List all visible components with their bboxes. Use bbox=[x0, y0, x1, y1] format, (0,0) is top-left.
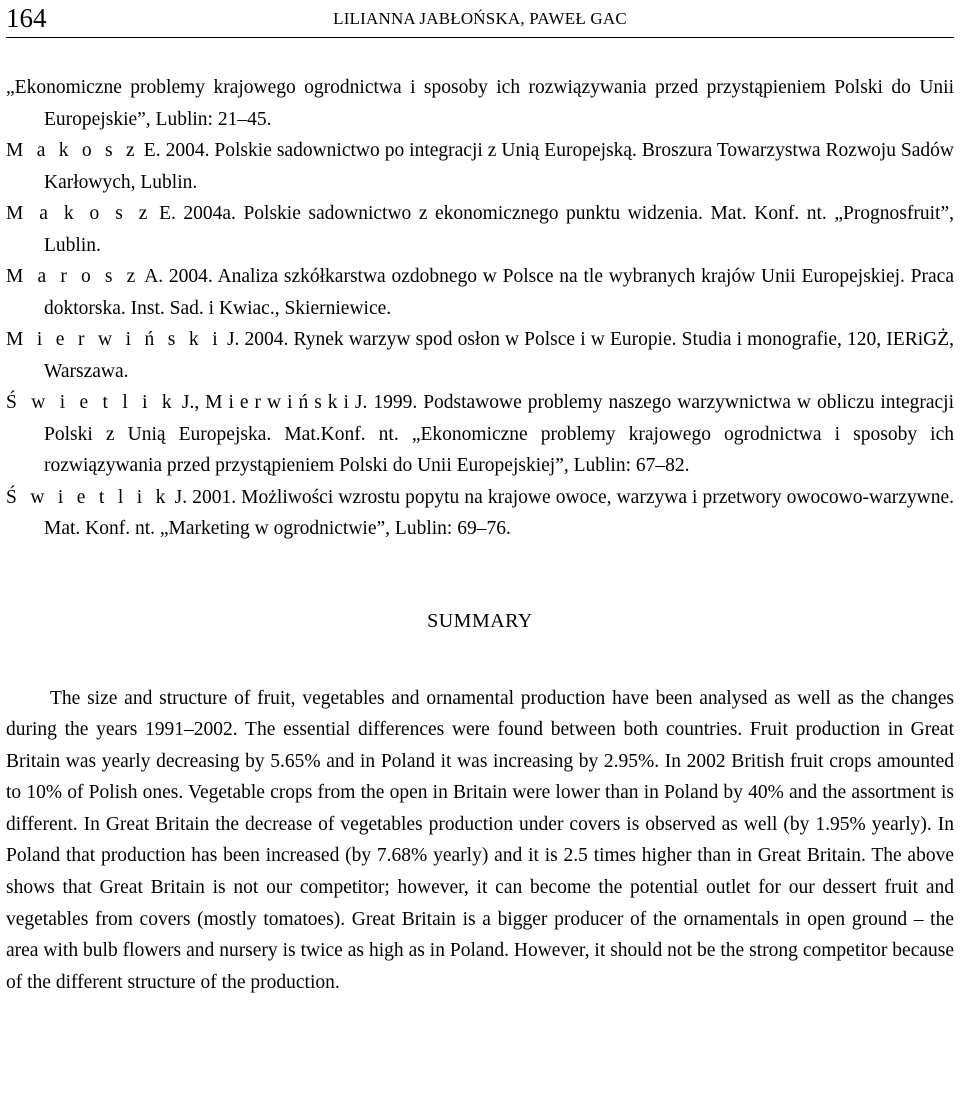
reference-text: E. 2004. Polskie sadownictwo po integracji z Unią Europejską. Broszura Towarzystwa Rozwoju Sadów Karłowych, Lublin. bbox=[44, 140, 955, 193]
reference-list bbox=[6, 72, 954, 545]
reference-author: M a k o s z bbox=[6, 140, 139, 161]
page-number: 164 bbox=[6, 3, 47, 33]
reference-author: M a r o s z bbox=[6, 266, 140, 287]
reference-item bbox=[6, 387, 954, 482]
page-header bbox=[6, 0, 954, 38]
reference-text: J. 2004. Rynek warzyw spod osłon w Polsce i w Europie. Studia i monografie, 120, IERiGŻ, Warszawa. bbox=[44, 329, 955, 382]
reference-author: Ś w i e t l i k bbox=[6, 392, 176, 413]
reference-text: J., M i e r w i ń s k i J. 1999. Podstawowe problemy naszego warzywnictwa w obliczu integracji Polski z Unią Europejska. Mat.Konf. nt. „Ekonomiczne problemy krajowego ogrodnictwa i sposoby ich rozwiązywania przed przystąpieniem Polski do Unii Europejskiej”, Lublin: 67–82. bbox=[44, 392, 954, 476]
reference-author: Ś w i e t l i k bbox=[6, 486, 170, 508]
reference-item bbox=[6, 482, 954, 545]
reference-text: „Ekonomiczne problemy krajowego ogrodnictwa i sposoby ich rozwiązywania przed przystąpieniem Polski do Unii Europejskie”, Lublin: 21–45. bbox=[6, 77, 954, 130]
header-rule bbox=[6, 37, 954, 38]
reference-item bbox=[6, 135, 954, 198]
page bbox=[6, 0, 954, 1018]
summary-text: The size and structure of fruit, vegetables and ornamental production have been analysed as well as the changes during the years 1991–2002. The essential differences were found between both countries. Fruit production in Great Britain was yearly decreasing by 5.65% and in Poland it was increasing by 2.95%. In 2002 British fruit crops amounted to 10% of Polish ones. Vegetable crops from the open in Britain were lower than in Poland by 40% and the assortment is different. In Great Britain the decrease of vegetables production under covers is observed as well (by 1.95% yearly). In Poland that production has been increased (by 7.68% yearly) and it is 2.5 times higher than in Great Britain. The above shows that Great Britain is not our competitor; however, it can become the potential outlet for our dessert fruit and vegetables from covers (mostly tomatoes). Great Britain is a bigger producer of the ornamentals in open ground – the area with bulb flowers and nursery is twice as high as in Poland. However, it should not be the strong competitor because of the different structure of the production. bbox=[6, 687, 954, 993]
reference-text: A. 2004. Analiza szkółkarstwa ozdobnego w Polsce na tle wybranych krajów Unii Europejskiej. Praca doktorska. Inst. Sad. i Kwiac., Skierniewice. bbox=[44, 266, 954, 319]
reference-text: J. 2001. Możliwości wzrostu popytu na krajowe owoce, warzywa i przetwory owocowo-warzywne. Mat. Konf. nt. „Marketing w ogrodnictwie”, Lublin: 69–76. bbox=[44, 486, 954, 539]
reference-item bbox=[6, 261, 954, 324]
reference-item bbox=[6, 72, 954, 135]
reference-item bbox=[6, 198, 954, 261]
summary-title: SUMMARY bbox=[427, 609, 533, 632]
reference-item bbox=[6, 324, 954, 387]
reference-text: E. 2004a. Polskie sadownictwo z ekonomicznego punktu widzenia. Mat. Konf. nt. „Prognosfruit”, Lublin. bbox=[44, 203, 955, 256]
running-head: LILIANNA JABŁOŃSKA, PAWEŁ GAC bbox=[333, 9, 627, 28]
reference-author: M a k o s z bbox=[6, 203, 152, 224]
reference-author: M i e r w i ń s k i bbox=[6, 329, 222, 350]
